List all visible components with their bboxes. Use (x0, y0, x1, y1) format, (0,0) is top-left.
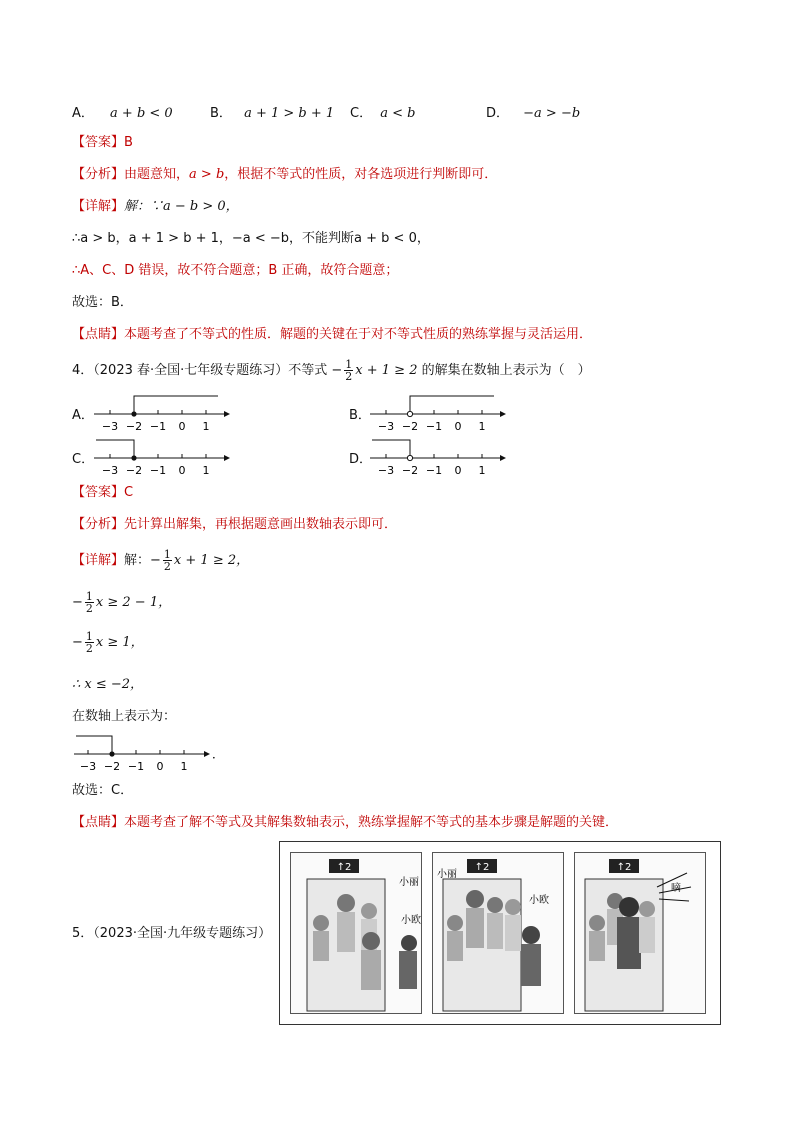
q4-option-d-label: D． (349, 452, 373, 467)
q3-detail-3: ∴A、C、D 错误，故不符合题意；B 正确，故符合题意； (72, 263, 399, 278)
label-xiaoou: 小欧 (401, 915, 421, 926)
ticks (88, 750, 184, 754)
tick-label: 0 (156, 760, 164, 773)
tick-label: 0 (454, 420, 462, 433)
axis-arrow (500, 411, 506, 417)
tick-label: −3 (101, 464, 119, 477)
tick-label: −3 (377, 420, 395, 433)
comment-label: 【点睛】 (72, 815, 125, 830)
ticks (110, 454, 206, 458)
person-body (337, 912, 355, 952)
tick-label: 1 (202, 464, 210, 477)
q3-detail-2: ∴a > b，a + 1 > b + 1，−a < −b，不能判断a + b < 0， (72, 231, 430, 246)
tick-label: −2 (103, 760, 121, 773)
tick-label: 0 (178, 464, 186, 477)
tick-label: −1 (425, 420, 443, 433)
person-head (313, 915, 329, 931)
answer-label: 【答案】 (72, 135, 125, 150)
option-letter: B． (210, 106, 232, 121)
axis-arrow (224, 411, 230, 417)
label-xiaoou: 小欧 (529, 895, 549, 906)
option-text: a + 1 > b + 1 (244, 106, 335, 121)
fraction-numerator: 1 (85, 630, 93, 643)
comment-label: 【点睛】 (72, 327, 125, 342)
hollow-point (407, 411, 412, 416)
tick-label: 0 (454, 464, 462, 477)
detail-math: x ≥ 2 − 1， (95, 595, 172, 610)
q4-option-c-numberline (90, 434, 230, 480)
label-xiaoli: 小丽 (437, 869, 457, 880)
q4-option-b-numberline (366, 390, 506, 436)
tick-label: −2 (401, 464, 419, 477)
fraction-denominator: 2 (85, 642, 93, 655)
period: ． (212, 747, 225, 761)
tick-label: −1 (149, 464, 167, 477)
person-head (639, 901, 655, 917)
svg-text:↑2: ↑2 (616, 862, 632, 873)
panel-1-drawing (291, 853, 421, 1013)
person-head (487, 897, 503, 913)
xiaoli-head (362, 932, 380, 950)
q3-analysis (72, 166, 497, 184)
person-body (505, 915, 521, 951)
panel-2-drawing (433, 853, 563, 1013)
analysis-label: 【分析】 (72, 167, 125, 182)
panel-3-drawing (575, 853, 705, 1013)
solid-point (131, 455, 136, 460)
solution-ray (76, 736, 112, 754)
xiaoou-head (522, 926, 540, 944)
q3-comment (72, 326, 592, 344)
label-xiaoli: 小丽 (399, 877, 419, 888)
ticks (386, 454, 482, 458)
person-body (447, 931, 463, 961)
q4-detail-3: − $\frac{1}{2}$ x ≥ 1， (72, 630, 144, 655)
answer-label: 【答案】 (72, 485, 125, 500)
detail-text: 解：∵a − b > 0， (124, 199, 239, 214)
tick-label: −3 (79, 760, 97, 773)
tick-label: −2 (401, 420, 419, 433)
hollow-point (407, 455, 412, 460)
fraction (85, 591, 94, 614)
person-head (361, 903, 377, 919)
xiaoli-body (361, 950, 381, 990)
xiaoou-body (399, 951, 417, 989)
comment-text: 本题考查了不等式的性质．解题的关键在于对不等式性质的熟练掌握与灵活运用． (124, 327, 593, 342)
solution-ray (96, 440, 134, 458)
person-head (505, 899, 521, 915)
analysis-text: 由题意知， (124, 167, 190, 182)
svg-text:↑2: ↑2 (474, 862, 490, 873)
tick-label: 1 (478, 420, 486, 433)
detail-math: x ≥ 1， (95, 635, 144, 650)
q5-stem: 5．（2023·全国·九年级专题练习） (72, 926, 272, 941)
answer-value: B (124, 135, 133, 150)
q4-option-a-label: A． (72, 408, 94, 423)
xiaoli-head (466, 890, 484, 908)
axis-arrow (204, 751, 210, 757)
tick-label: 1 (180, 760, 188, 773)
tick-label: −3 (101, 420, 119, 433)
q4-detail-2: − $\frac{1}{2}$ x ≥ 2 − 1， (72, 590, 172, 615)
detail-math: x + 1 ≥ 2， (173, 553, 250, 568)
option-text: a < b (380, 106, 416, 121)
q4-on-axis: 在数轴上表示为： (72, 709, 177, 724)
tick-label: 1 (202, 420, 210, 433)
option-letter: D． (486, 106, 510, 121)
xiaoou-head (619, 897, 639, 917)
q3-option-b (210, 102, 334, 121)
q4-detail-1 (72, 546, 249, 576)
person-head (337, 894, 355, 912)
xiaoli-body (466, 908, 484, 948)
q4-solution-numberline (72, 730, 225, 776)
comment-text: 本题考查了解不等式及其解集数轴表示，熟练掌握解不等式的基本步骤是解题的关键． (124, 815, 619, 830)
tick-label: −3 (377, 464, 395, 477)
q3-detail-1 (72, 198, 239, 216)
stem-prefix: 4．（2023 春·全国·七年级专题练习）不等式 − (72, 363, 343, 378)
q3-option-d (486, 102, 580, 121)
fraction (85, 631, 94, 654)
q3-option-c (350, 102, 415, 121)
q3-choose: 故选：B． (72, 295, 133, 310)
q4-detail-4: ∴ x ≤ −2， (72, 677, 144, 692)
q4-comment (72, 814, 618, 832)
option-text: a + b < 0 (110, 106, 173, 121)
q3-option-a (72, 102, 173, 121)
tick-label: −2 (125, 464, 143, 477)
q4-option-c-label: C． (72, 452, 95, 467)
fraction (344, 359, 353, 382)
q4-answer (72, 484, 133, 502)
svg-text:↑2: ↑2 (336, 862, 352, 873)
tick-label: 0 (178, 420, 186, 433)
ticks (110, 410, 206, 414)
tick-label: 1 (478, 464, 486, 477)
option-text: −a > −b (523, 106, 581, 121)
detail-label: 【详解】 (72, 199, 125, 214)
solution-ray (372, 440, 410, 458)
analysis-text: 先计算出解集，再根据题意画出数轴表示即可． (124, 517, 398, 532)
axis-arrow (500, 455, 506, 461)
stem-math: x + 1 ≥ 2 (355, 363, 418, 378)
comic-panel-2 (432, 852, 564, 1014)
tick-label: −1 (127, 760, 145, 773)
label-beep: 嘀 (671, 883, 681, 894)
solution-ray (134, 396, 218, 414)
person-head (447, 915, 463, 931)
person-body (589, 931, 605, 961)
q4-analysis (72, 516, 397, 534)
fraction-denominator: 2 (85, 602, 93, 615)
xiaoou-body (521, 944, 541, 986)
solution-ray (410, 396, 494, 414)
detail-label: 【详解】 (72, 553, 125, 568)
tick-label: −1 (425, 464, 443, 477)
fraction-denominator: 2 (163, 560, 171, 573)
tick-label: −1 (149, 420, 167, 433)
tick-label: −2 (125, 420, 143, 433)
q4-choose: 故选：C． (72, 783, 134, 798)
option-letter: C． (350, 106, 373, 121)
answer-value: C (124, 485, 134, 500)
stem-suffix: 的解集在数轴上表示为（ ） (417, 363, 591, 378)
fraction-denominator: 2 (345, 370, 353, 383)
fraction-numerator: 1 (163, 548, 171, 561)
analysis-text: ，根据不等式的性质，对各选项进行判断即可． (224, 167, 498, 182)
solid-point (131, 411, 136, 416)
fraction (163, 549, 172, 572)
xiaoou-body (617, 917, 641, 969)
analysis-label: 【分析】 (72, 517, 125, 532)
person-body (313, 931, 329, 961)
q4-stem (72, 358, 591, 384)
fraction-numerator: 1 (345, 358, 353, 371)
person-body (487, 913, 503, 949)
analysis-math: a > b (189, 167, 225, 182)
comic-panel-1 (290, 852, 422, 1014)
detail-text: 解：− (124, 553, 161, 568)
person-head (589, 915, 605, 931)
person-body (639, 917, 655, 953)
q4-option-a-numberline (90, 390, 230, 436)
ticks (386, 410, 482, 414)
solid-point (109, 751, 114, 756)
option-letter: A． (72, 106, 94, 121)
fraction-numerator: 1 (85, 590, 93, 603)
q4-option-b-label: B． (349, 408, 371, 423)
axis-arrow (224, 455, 230, 461)
comic-panel-3 (574, 852, 706, 1014)
q4-option-d-numberline (366, 434, 506, 480)
xiaoou-head (401, 935, 417, 951)
q3-answer (72, 134, 133, 152)
elevator-comic (279, 841, 721, 1025)
